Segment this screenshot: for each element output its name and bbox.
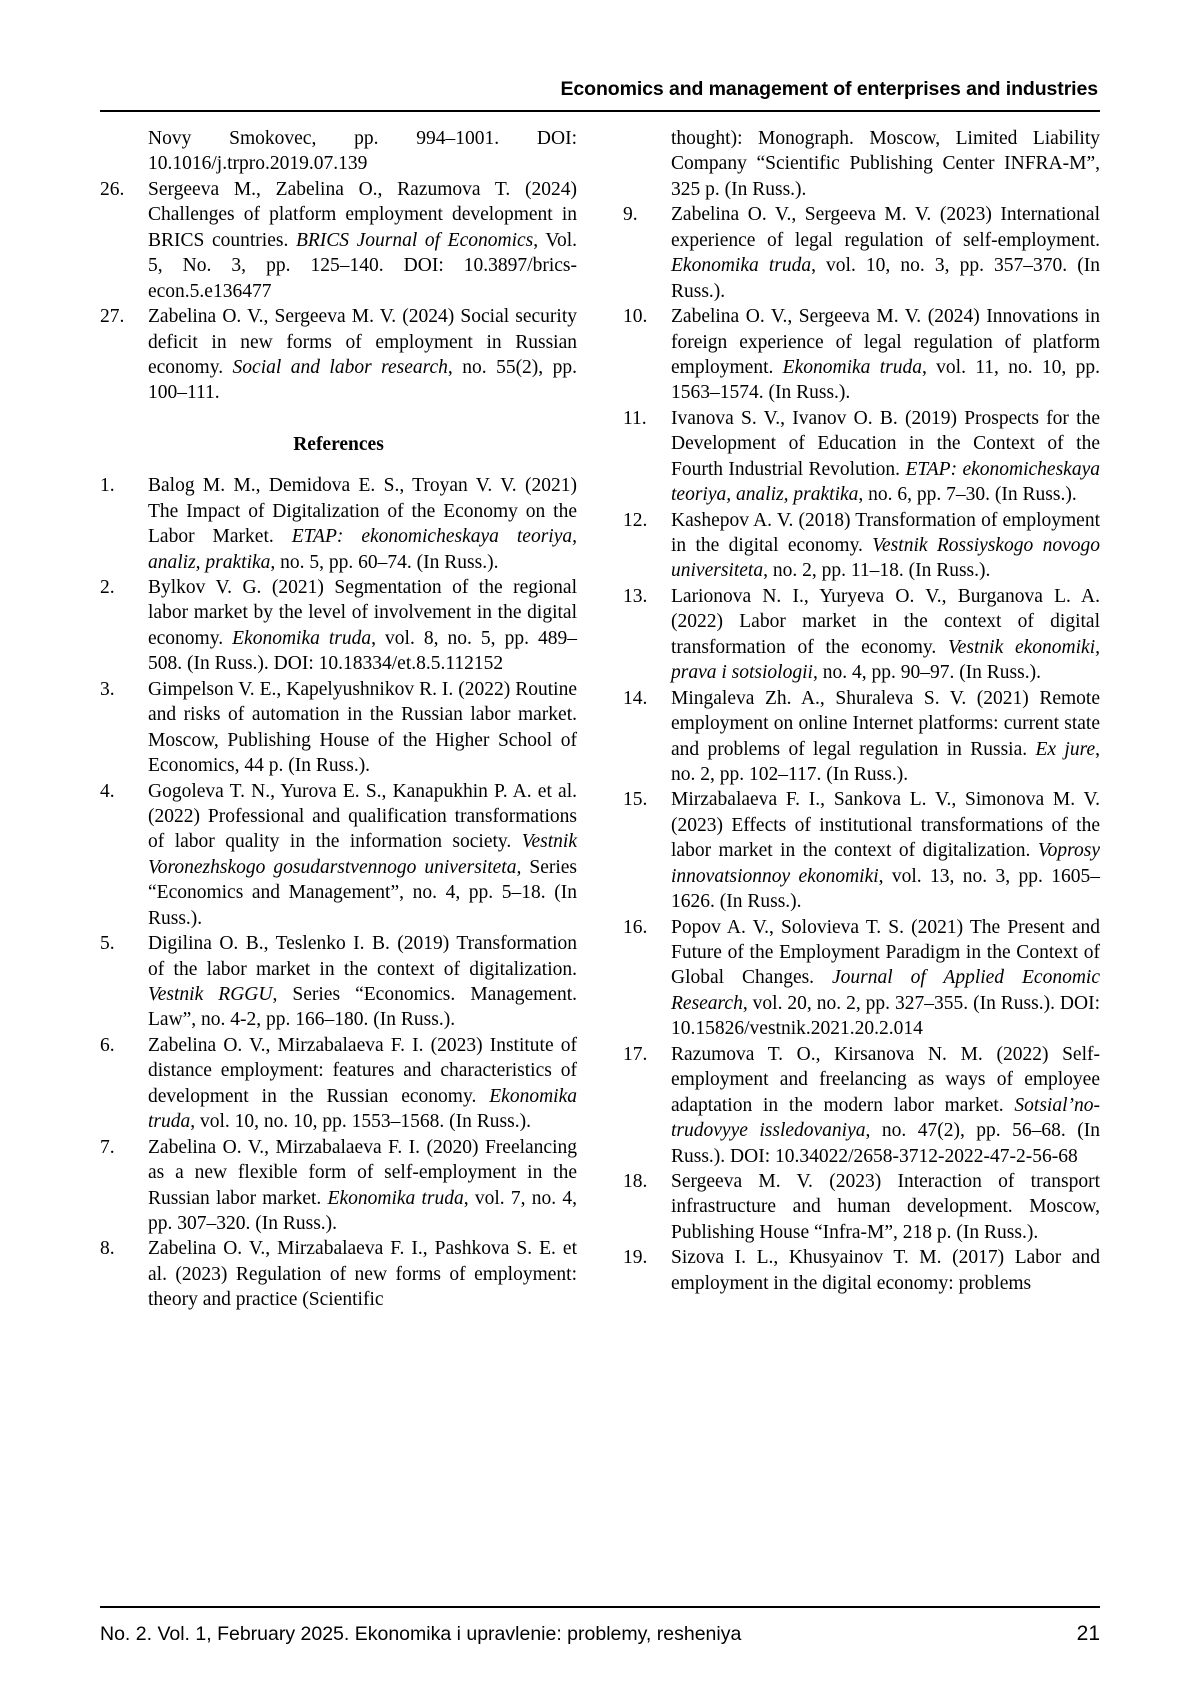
reference-number: 2. <box>100 577 115 598</box>
reference-source-title: Vestnik Voronezhskogo gosudarstvennogo universiteta, <box>148 831 577 878</box>
reference-text <box>671 686 1100 788</box>
reference-source-title: Social and labor research <box>232 356 448 378</box>
reference-text-segment: , no. 6, pp. 7–30. (In Russ.). <box>858 484 1077 506</box>
reference-number: 9. <box>623 204 638 226</box>
reference-source-title: Ex jure <box>1035 738 1096 760</box>
reference-text <box>148 304 577 406</box>
reference-text <box>148 779 577 932</box>
reference-number: 14. <box>623 687 648 709</box>
reference-item <box>623 787 1100 914</box>
footer-divider <box>100 1606 1100 1608</box>
reference-text <box>671 787 1100 914</box>
reference-text-segment: , no. 47(2), pp. 56–68. (In Russ.). DOI: 10.34022/2658-3712-2022-47-2-56-68 <box>671 1120 1100 1167</box>
reference-item <box>623 1042 1100 1169</box>
reference-text-segment: Mingaleva Zh. A., Shuraleva S. V. (2021) Remote employment on online Internet platforms: current state and problems of legal regulation in Russia. <box>671 687 1100 760</box>
reference-text-segment: , no. 2, pp. 102–117. (In Russ.). <box>671 738 1100 785</box>
reference-text-segment: , no. 5, pp. 60–74. (In Russ.). <box>270 551 499 573</box>
reference-text <box>671 915 1100 1042</box>
reference-item <box>100 304 577 406</box>
reference-item <box>623 508 1100 584</box>
reference-item <box>623 686 1100 788</box>
reference-text <box>671 1245 1100 1296</box>
reference-number: 5. <box>100 933 115 955</box>
reference-text-segment: Sergeeva M., Zabelina O., Razumova T. (2024) Challenges of platform employment development in BRICS countries. <box>148 178 577 251</box>
reference-item <box>100 1236 577 1312</box>
reference-item <box>623 584 1100 686</box>
reference-text <box>671 1042 1100 1169</box>
reference-text-segment: Zabelina O. V., Sergeeva M. V. (2024) Social security deficit in new forms of employment in Russian economy. <box>148 306 577 378</box>
continued-reference-right: thought): Monograph. Moscow, Limited Liability Company “Scientific Publishing Center INFRA-M”, 325 p. (In Russ.). <box>671 128 1100 200</box>
reference-number: 1. <box>100 475 115 497</box>
reference-source-title: Sotsial’no-trudovyye issledovaniya <box>671 1094 1100 1142</box>
reference-number: 16. <box>623 916 648 938</box>
reference-text-segment: Kashepov A. V. (2018) Transformation of employment in the digital economy. <box>671 509 1100 556</box>
page-footer <box>100 1606 1100 1646</box>
reference-text-segment: Gimpelson V. E., Kapelyushnikov R. I. (2022) Routine and risks of automation in the Russian labor market. Moscow, Publishing House of the Higher School of Economics, 44 p. (In Russ.). <box>148 678 577 777</box>
reference-text <box>148 177 577 304</box>
reference-text-segment: Sergeeva M. V. (2023) Interaction of transport infrastructure and human development. Moscow, Publishing House “Infra-M”, 218 p. (In Russ.). <box>671 1170 1100 1243</box>
reference-item <box>623 202 1100 304</box>
reference-text-segment: Zabelina O. V., Mirzabalaeva F. I., Pashkova S. E. et al. (2023) Regulation of new forms of employment: theory and practice (Scientific <box>148 1238 577 1311</box>
reference-text-segment: Popov A. V., Solovieva T. S. (2021) The Present and Future of the Employment Paradigm in the Context of Global Changes. <box>671 916 1100 989</box>
reference-item <box>100 177 577 304</box>
reference-number: 10. <box>623 306 648 328</box>
reference-text-segment: , vol. 10, no. 3, pp. 357–370. (In Russ.). <box>671 255 1101 302</box>
reference-number: 3. <box>100 678 115 700</box>
reference-source-title: BRICS Journal of Economics <box>295 229 534 251</box>
reference-text <box>148 677 577 779</box>
page-number: 21 <box>1076 1622 1100 1645</box>
reference-number: 27. <box>100 306 125 328</box>
reference-source-title: Vestnik ekonomiki, prava i sotsiologii <box>671 636 1100 684</box>
reference-source-title: Ekonomika truda <box>148 1085 577 1133</box>
reference-source-title: Ekonomika truda <box>782 356 922 378</box>
reference-source-title: ETAP: ekonomicheskaya teoriya, analiz, praktika <box>148 526 577 573</box>
reference-source-title: Vestnik Rossiyskogo novogo universiteta <box>671 535 1101 582</box>
reference-number: 8. <box>100 1238 115 1260</box>
reference-text-segment: , vol. 11, no. 10, pp. 1563–1574. (In Russ.). <box>671 356 1100 404</box>
reference-number: 7. <box>100 1136 115 1158</box>
reference-item <box>623 406 1100 508</box>
reference-source-title: Journal of Applied Economic Research <box>671 967 1100 1014</box>
reference-text-segment: , vol. 8, no. 5, pp. 489–508. (In Russ.). DOI: 10.18334/et.8.5.112152 <box>148 627 577 675</box>
reference-number: 13. <box>623 585 648 607</box>
reference-item <box>100 575 577 677</box>
reference-text-segment: Balog M. M., Demidova E. S., Troyan V. V. (2021) The Impact of Digitalization of the Economy on the Labor Market. <box>148 475 577 548</box>
reference-source-title: Vestnik RGGU <box>148 984 273 1005</box>
reference-item <box>100 931 577 1033</box>
reference-text-segment: Gogoleva T. N., Yurova E. S., Kanapukhin P. A. et al. (2022) Professional and qualification transformations of labor quality in the information society. <box>148 780 577 853</box>
reference-item <box>623 915 1100 1042</box>
footer-issue-line: No. 2. Vol. 1, February 2025. Ekonomika i upravlenie: problemy, resheniya <box>100 1623 742 1645</box>
reference-text <box>671 202 1100 304</box>
reference-text-segment: Zabelina O. V., Mirzabalaeva F. I. (2020) Freelancing as a new flexible form of self-employment in the Russian labor market. <box>148 1136 577 1209</box>
reference-number: 15. <box>623 789 648 811</box>
reference-text <box>671 584 1100 686</box>
reference-text-segment: Series “Economics and Management”, no. 4, pp. 5–18. (In Russ.). <box>148 856 577 929</box>
running-head: Economics and management of enterprises and industries <box>560 78 1098 100</box>
reference-number: 17. <box>623 1043 648 1065</box>
reference-item <box>623 1169 1100 1245</box>
reference-number: 19. <box>623 1247 648 1269</box>
reference-text-segment: , vol. 7, no. 4, pp. 307–320. (In Russ.). <box>148 1187 577 1234</box>
reference-text <box>148 575 577 677</box>
reference-item <box>100 779 577 932</box>
reference-number: 18. <box>623 1170 648 1192</box>
reference-number: 11. <box>623 407 647 429</box>
reference-item <box>100 1135 577 1237</box>
reference-source-title: Ekonomika truda <box>232 627 372 649</box>
reference-item <box>623 1245 1100 1296</box>
reference-text <box>148 473 577 575</box>
reference-list-right <box>623 202 1100 1296</box>
continued-reference-left: Novy Smokovec, pp. 994–1001. DOI: 10.1016/j.trpro.2019.07.139 <box>148 128 577 175</box>
reference-text <box>148 1033 577 1135</box>
reference-source-title: ETAP: ekonomicheskaya teoriya, analiz, praktika <box>671 458 1100 506</box>
reference-text <box>148 931 577 1033</box>
reference-item <box>100 677 577 779</box>
header-divider <box>100 110 1100 112</box>
reference-number: 26. <box>100 178 125 200</box>
reference-number: 4. <box>100 780 115 802</box>
reference-text-segment: Mirzabalaeva F. I., Sankova L. V., Simonova M. V. (2023) Effects of institutional transformations of the labor market in the context of digitalization. <box>671 789 1100 862</box>
tail-reference-list <box>100 177 577 406</box>
left-column <box>100 126 577 1466</box>
reference-source-title: Voprosy innovatsionnoy ekonomiki <box>671 840 1100 887</box>
right-column <box>623 126 1100 1466</box>
reference-text-segment: , no. 55(2), pp. 100–111. <box>148 356 577 404</box>
reference-text-segment: Ivanova S. V., Ivanov O. B. (2019) Prospects for the Development of Education in the Context of the Fourth Industrial Revolution. <box>671 407 1100 480</box>
reference-source-title: Ekonomika truda <box>327 1187 464 1209</box>
reference-text-segment: , vol. 10, no. 10, pp. 1553–1568. (In Russ.). <box>190 1111 531 1133</box>
reference-text-segment: Larionova N. I., Yuryeva O. V., Burganova L. A. (2022) Labor market in the context of digital transformation of the economy. <box>671 585 1100 658</box>
two-column-body <box>100 126 1100 1466</box>
reference-text-segment: , vol. 20, no. 2, pp. 327–355. (In Russ.). DOI: 10.15826/vestnik.2021.20.2.014 <box>671 992 1100 1040</box>
reference-source-title: Ekonomika truda <box>671 255 812 277</box>
reference-list-left <box>100 473 577 1312</box>
reference-number: 6. <box>100 1034 115 1056</box>
reference-text <box>148 1236 577 1312</box>
reference-text-segment: , Series “Economics. Management. Law”, no. 4-2, pp. 166–180. (In Russ.). <box>148 984 577 1031</box>
reference-item <box>100 1033 577 1135</box>
reference-text-segment: Zabelina O. V., Mirzabalaeva F. I. (2023) Institute of distance employment: features and characteristics of development in the Russian economy. <box>148 1034 577 1107</box>
reference-text-segment: Sizova I. L., Khusyainov T. M. (2017) Labor and employment in the digital economy: problems <box>671 1247 1100 1294</box>
reference-item <box>100 473 577 575</box>
reference-item <box>623 304 1100 406</box>
reference-text-segment: , vol. 13, no. 3, pp. 1605–1626. (In Russ.). <box>671 865 1100 913</box>
reference-text-segment: , no. 2, pp. 11–18. (In Russ.). <box>763 560 991 582</box>
reference-text-segment: , Vol. 5, No. 3, pp. 125–140. DOI: 10.3897/brics-econ.5.e136477 <box>148 229 577 302</box>
reference-text <box>671 304 1100 406</box>
reference-text <box>671 508 1100 584</box>
reference-text-segment: Razumova T. O., Kirsanova N. M. (2022) Self-employment and freelancing as ways of employee adaptation in the modern labor market. <box>671 1043 1100 1116</box>
reference-text <box>671 1169 1100 1245</box>
section-title-references: References <box>293 433 384 455</box>
reference-text-segment: Digilina O. B., Teslenko I. B. (2019) Transformation of the labor market in the context of digitalization. <box>148 933 577 980</box>
reference-text-segment: Zabelina O. V., Sergeeva M. V. (2023) International experience of legal regulation of self-employment. <box>671 204 1100 251</box>
reference-text-segment: , no. 4, pp. 90–97. (In Russ.). <box>812 662 1041 684</box>
reference-text-segment: Bylkov V. G. (2021) Segmentation of the regional labor market by the level of involvement in the digital economy. <box>148 577 577 649</box>
reference-text-segment: Zabelina O. V., Sergeeva M. V. (2024) Innovations in foreign experience of legal regulation of platform employment. <box>671 306 1100 378</box>
reference-text <box>671 406 1100 508</box>
reference-number: 12. <box>623 509 648 531</box>
reference-text <box>148 1135 577 1237</box>
